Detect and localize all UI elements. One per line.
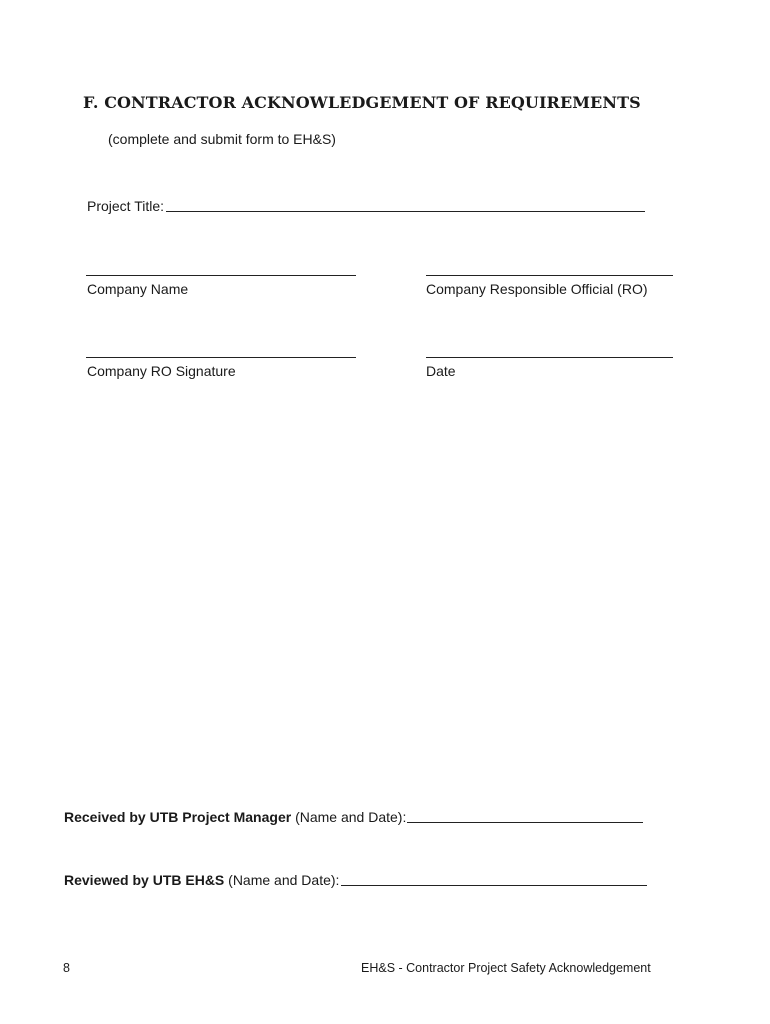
section-heading: F. CONTRACTOR ACKNOWLEDGEMENT OF REQUIREMENTS: [83, 93, 641, 112]
date-field[interactable]: [426, 357, 673, 358]
form-instruction: (complete and submit form to EH&S): [108, 131, 336, 147]
footer-title: EH&S - Contractor Project Safety Acknowledgement: [361, 961, 651, 975]
page-number: 8: [63, 961, 70, 975]
company-name-field[interactable]: [86, 275, 356, 276]
ro-signature-field[interactable]: [86, 357, 356, 358]
reviewed-by-label: [64, 872, 339, 888]
reviewed-by-suffix: (Name and Date):: [224, 872, 340, 888]
date-label: Date: [426, 363, 456, 379]
reviewed-by-bold: Reviewed by UTB EH&S: [64, 872, 225, 888]
received-by-label: [64, 809, 406, 825]
project-title-field[interactable]: [166, 211, 645, 212]
project-title-label: Project Title:: [87, 198, 165, 214]
responsible-official-field[interactable]: [426, 275, 673, 276]
company-name-label: Company Name: [87, 281, 189, 297]
received-by-bold: Received by UTB Project Manager: [64, 809, 292, 825]
responsible-official-label: Company Responsible Official (RO): [426, 281, 648, 297]
ro-signature-label: Company RO Signature: [87, 363, 236, 379]
reviewed-by-field[interactable]: [341, 885, 647, 886]
received-by-field[interactable]: [407, 822, 643, 823]
received-by-suffix: (Name and Date):: [291, 809, 407, 825]
